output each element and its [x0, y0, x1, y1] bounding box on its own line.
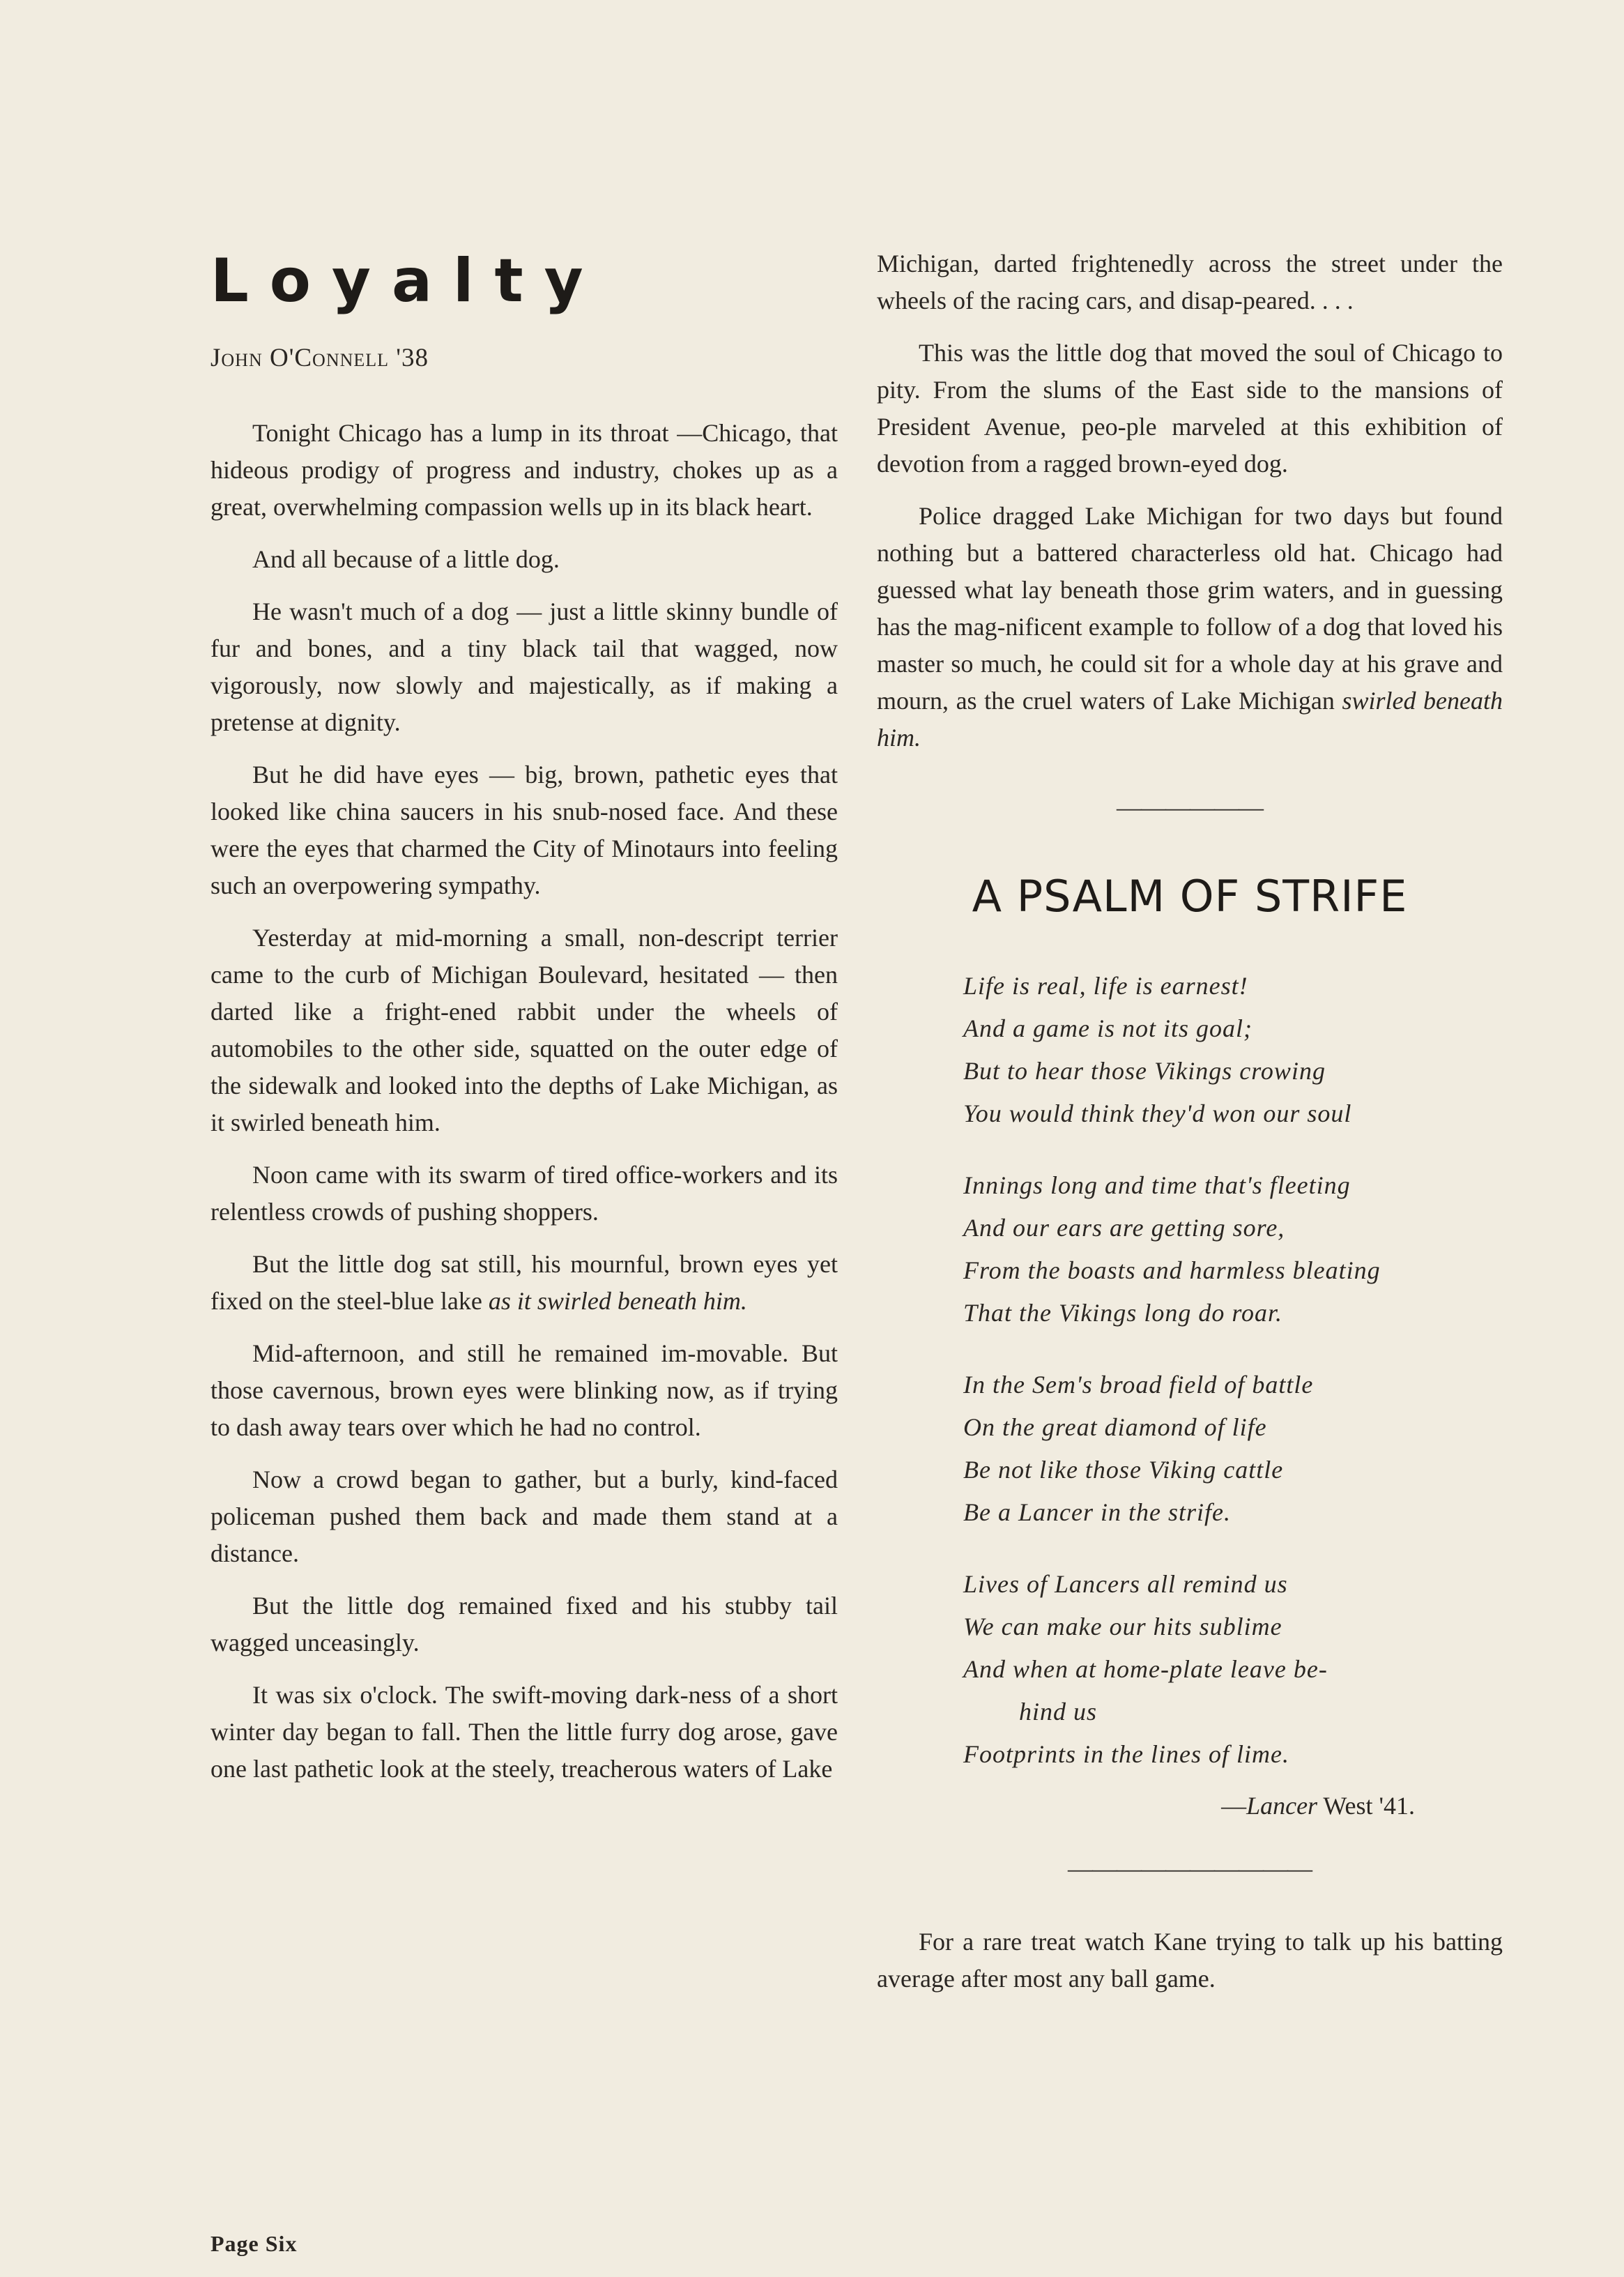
poem-line: And our ears are getting sore, [963, 1214, 1285, 1242]
attribution-dash: — [1221, 1792, 1247, 1820]
poem-line: Innings long and time that's fleeting [963, 1171, 1351, 1199]
author-year: '38 [396, 344, 429, 372]
poem-stanza-3 [963, 1364, 1503, 1534]
poem-line: But to hear those Vikings crowing [963, 1057, 1326, 1085]
paragraph-7-italic: as it swirled beneath him. [488, 1287, 747, 1315]
poem-line: In the Sem's broad field of battle [963, 1371, 1314, 1399]
paragraph-8: Mid-afternoon, and still he remained im-movable. But those cavernous, brown eyes were blinking now, as if trying to dash away tears over which he had no control. [210, 1339, 838, 1441]
right-column [877, 245, 1503, 2013]
section-divider: —————— [1117, 793, 1263, 821]
poem-line: And when at home-plate leave be- [963, 1655, 1328, 1683]
paragraph-2: And all because of a little dog. [252, 545, 560, 573]
poem-stanza-1 [963, 965, 1503, 1135]
poem-line: Life is real, life is earnest! [963, 972, 1248, 1000]
paragraph-13-text: Police dragged Lake Michigan for two days but found nothing but a battered characterless old hat. Chicago had guessed what lay beneath those grim waters, and in guessing has the mag-nificent example to follow of a dog that loved his master so much, he could sit for a whole day at his grave and mourn, as the cruel waters of Lake Michigan [877, 502, 1503, 715]
poem-line: From the boasts and harmless bleating [963, 1256, 1381, 1284]
poem-line: Be a Lancer in the strife. [963, 1498, 1231, 1526]
paragraph-11: It was six o'clock. The swift-moving dark-ness of a short winter day began to fall. Then the little furry dog arose, gave one last pathetic look at the steely, treacherous waters of Lake [210, 1681, 838, 1783]
paragraph-12: This was the little dog that moved the soul of Chicago to pity. From the slums of the East side to the mansions of President Avenue, peo-ple marveled at this exhibition of devotion from a ragged brown-eyed dog. [877, 339, 1503, 478]
poem-line: Be not like those Viking cattle [963, 1456, 1284, 1484]
filler-note: For a rare treat watch Kane trying to talk up his batting average after most any ball game. [877, 1928, 1503, 1993]
poem-line: On the great diamond of life [963, 1413, 1267, 1441]
article-title: Loyalty [210, 246, 604, 316]
poem-line: Footprints in the lines of lime. [963, 1740, 1289, 1768]
paragraph-7-text: But the little dog sat still, his mournful, brown eyes yet fixed on the steel-blue lake [210, 1250, 838, 1315]
poem-stanza-4 [963, 1563, 1503, 1776]
poem-line: Lives of Lancers all remind us [963, 1570, 1288, 1598]
paragraph-3: He wasn't much of a dog — just a little skinny bundle of fur and bones, and a tiny black tail that wagged, now vigorously, now slowly and majestically, as if making a pretense at dignity. [210, 597, 838, 736]
paragraph-4: But he did have eyes — big, brown, pathetic eyes that looked like china saucers in his snub-nosed face. And these were the eyes that charmed the City of Minotaurs into feeling such an overpowering sympathy. [210, 761, 838, 899]
poem-line: You would think they'd won our soul [963, 1099, 1352, 1127]
attribution-italic: Lancer [1246, 1792, 1318, 1820]
section-divider-2: —————————— [1068, 1855, 1312, 1882]
poem-line: hind us [1019, 1698, 1098, 1726]
paragraph-10: But the little dog remained fixed and his stubby tail wagged unceasingly. [210, 1592, 838, 1657]
attribution-rest: West '41. [1317, 1792, 1415, 1820]
poem-attribution [877, 1791, 1415, 1820]
poem-title: A PSALM OF STRIFE [972, 871, 1408, 922]
paragraph-6: Noon came with its swarm of tired office-workers and its relentless crowds of pushing shoppers. [210, 1161, 838, 1226]
paragraph-1: Tonight Chicago has a lump in its throat —Chicago, that hideous prodigy of progress and industry, chokes up as a great, overwhelming compassion wells up in its black heart. [210, 419, 838, 521]
paragraph-13 [877, 498, 1503, 756]
poem-line: That the Vikings long do roar. [963, 1299, 1283, 1327]
poem-line: And a game is not its goal; [963, 1014, 1253, 1042]
paragraph-13-italic: swirled beneath him. [877, 687, 1503, 752]
paragraph-9: Now a crowd began to gather, but a burly, kind-faced policeman pushed them back and made them stand at a distance. [210, 1465, 838, 1567]
poem-line: We can make our hits sublime [963, 1613, 1282, 1640]
author-name: John O'Connell [210, 344, 390, 372]
page-number: Page Six [210, 2231, 298, 2256]
article-byline [210, 343, 838, 373]
paragraph-5: Yesterday at mid-morning a small, non-descript terrier came to the curb of Michigan Boulevard, hesitated — then darted like a fright-ened rabbit under the wheels of automobiles to the other side, squatted on the outer edge of the sidewalk and looked into the depths of Lake Michigan, as it swirled beneath him. [210, 924, 838, 1136]
poem-stanza-2 [963, 1164, 1503, 1334]
paragraph-continuation: Michigan, darted frightenedly across the street under the wheels of the racing cars, and disap-peared. . . . [877, 250, 1503, 314]
left-column [210, 246, 838, 1803]
paragraph-7 [210, 1246, 838, 1320]
